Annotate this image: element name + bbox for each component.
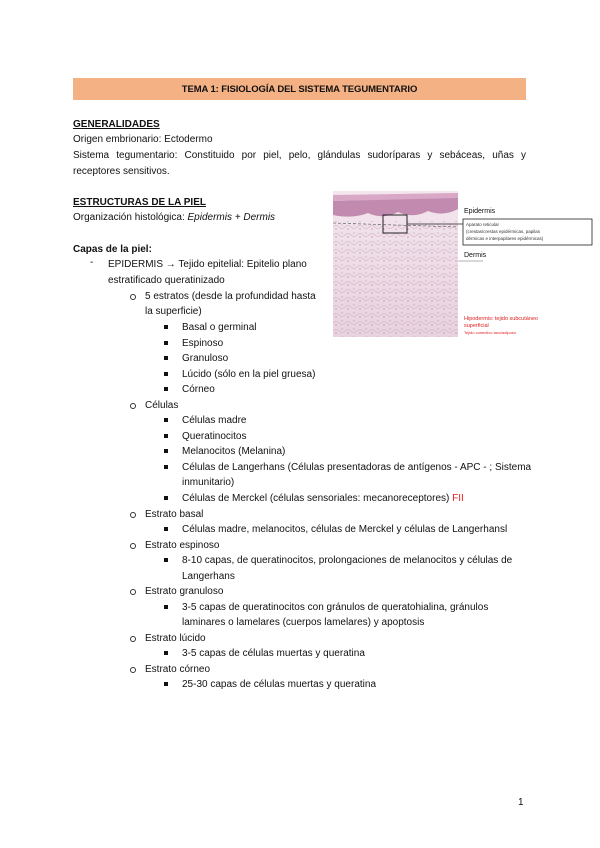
title-banner [73, 78, 526, 100]
arrow-icon: → [165, 259, 176, 270]
square-bullet [164, 434, 168, 438]
lucido-label: Estrato lúcido [145, 633, 206, 644]
corneo-label: Estrato córneo [145, 664, 211, 675]
generalidades-heading: GENERALIDADES [73, 119, 160, 130]
square-bullet [164, 496, 168, 500]
espinoso-item-1: 8-10 capas, de queratinocitos, prolongaciones de melanocitos y células de [182, 555, 513, 566]
merckel-text: Células de Merckel (células sensoriales: mecanoreceptores) [182, 493, 450, 504]
square-bullet [164, 605, 168, 609]
square-bullet [164, 387, 168, 391]
page-number: 1 [518, 797, 524, 808]
capas-heading: Capas de la piel: [73, 244, 152, 255]
estrato-item: Basal o germinal [182, 322, 257, 333]
celula-item: Células madre [182, 415, 247, 426]
langerhans-line-2: inmunitario) [182, 477, 235, 488]
basal-item: Células madre, melanocitos, células de Merckel y células de Langerhansl [182, 524, 508, 535]
celulas-label: Células [145, 400, 179, 411]
espinoso-label: Estrato espinoso [145, 540, 220, 551]
label-dermis: Dermis [464, 252, 487, 259]
box-text-2: (crestas/crestas epidérmicas, papilas [466, 229, 541, 234]
lucido-item: 3-5 capas de células muertas y queratina [182, 648, 365, 659]
label-hipodermis-2: superficial [464, 323, 489, 329]
circle-bullet [130, 636, 136, 642]
circle-bullet [130, 403, 136, 409]
granuloso-label: Estrato granuloso [145, 586, 224, 597]
box-text-1: Aparato reticular [466, 222, 500, 227]
origen-text: Origen embrionario: Ectodermo [73, 134, 213, 145]
square-bullet [164, 418, 168, 422]
estrato-item: Espinoso [182, 338, 224, 349]
square-bullet [164, 527, 168, 531]
espinoso-item-2: Langerhans [182, 571, 235, 582]
merckel-mark: FII [452, 493, 464, 504]
estratos-line-2: la superficie) [145, 306, 202, 317]
celula-item: Melanocitos (Melanina) [182, 446, 286, 457]
epidermis-label: EPIDERMIS [108, 259, 164, 270]
estrato-item: Granuloso [182, 353, 229, 364]
estrato-item: Lúcido (sólo en la piel gruesa) [182, 369, 316, 380]
label-epidermis: Epidermis [464, 208, 496, 215]
skin-histology-figure [333, 191, 593, 337]
square-bullet [164, 356, 168, 360]
square-bullet [164, 651, 168, 655]
epidermis-desc-1: Tejido epitelial: Epitelio plano [178, 259, 307, 270]
merckel-line [182, 491, 464, 507]
langerhans-line-1: Células de Langerhans (Células presentadoras de antígenos - APC - ; Sistema [182, 462, 532, 473]
circle-bullet [130, 294, 136, 300]
square-bullet [164, 449, 168, 453]
sistema-text: Sistema tegumentario: Constituido por piel, pelo, glándulas sudoríparas y sebáceas, uñas y receptores sensitivos. [73, 150, 526, 177]
estratos-line-1: 5 estratos (desde la profundidad hasta [145, 291, 316, 302]
circle-bullet [130, 589, 136, 595]
square-bullet [164, 682, 168, 686]
corneo-item: 25-30 capas de células muertas y queratina [182, 679, 377, 690]
epidermis-line [108, 257, 307, 273]
circle-bullet [130, 543, 136, 549]
estructuras-heading: ESTRUCTURAS DE LA PIEL [73, 197, 206, 208]
granuloso-item-1: 3-5 capas de queratinocitos con gránulos de queratohialina, gránulos [182, 602, 489, 613]
square-bullet [164, 341, 168, 345]
organizacion-line [73, 210, 275, 226]
organizacion-label: Organización histológica: [73, 212, 185, 223]
square-bullet [164, 558, 168, 562]
page-title: TEMA 1: FISIOLOGÍA DEL SISTEMA TEGUMENTARIO [181, 83, 418, 95]
celula-item: Queratinocitos [182, 431, 247, 442]
basal-label: Estrato basal [145, 509, 204, 520]
label-hipodermis-1: Hipodermis: tejido subcutáneo [464, 316, 538, 322]
dash-bullet: - [90, 257, 94, 268]
circle-bullet [130, 667, 136, 673]
square-bullet [164, 372, 168, 376]
label-hipodermis-3: Tejido conectivo laxo/adiposo [464, 330, 517, 335]
granuloso-item-2: laminares o lamelares (cuerpos lamelares) y apoptosis [182, 617, 425, 628]
square-bullet [164, 325, 168, 329]
organizacion-value: Epidermis + Dermis [187, 212, 276, 223]
estrato-item: Córneo [182, 384, 215, 395]
epidermis-desc-2: estratificado queratinizado [108, 275, 225, 286]
square-bullet [164, 465, 168, 469]
box-text-3: dérmicas e interpapilares epidérmicas) [466, 236, 544, 241]
circle-bullet [130, 512, 136, 518]
